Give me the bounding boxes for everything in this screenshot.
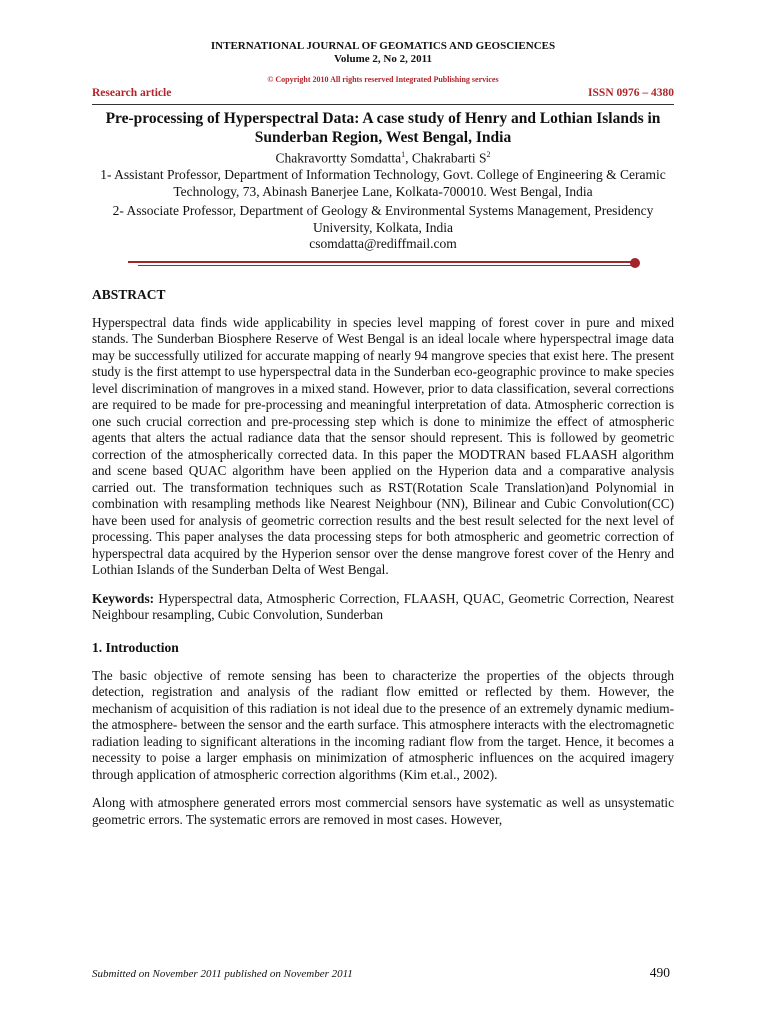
journal-volume: Volume 2, No 2, 2011 [334,53,432,65]
author-separator: , [405,150,412,166]
author-1-affiliation-mark: 1 [401,150,406,159]
author-email[interactable]: csomdatta@rediffmail.com [309,236,457,251]
abstract-text: Hyperspectral data finds wide applicability in species level mapping of forest cover in pure and mixed stands. The Sunderban Biosphere Reserve of West Bengal is an ideal locale where hyperspectral image data may be successfully utilized for accurate mapping of nearly 94 mangrove species that exist here. The present study is the first attempt to use hyperspectral data in the Sunderban eco-geographic province to make species level discrimination of mangroves in a mixed stand. However, prior to data classification, several corrections are required to be made for pre-processing and meaningful interpretation of data. Atmospheric correction is one such crucial correction and pre-processing step which is done to minimize the effect of atmospheric agents that alters the actual radiance data that the sensor should represent. This is followed by geometric correction of the atmospherically corrected data. In this paper the MODTRAN based FLAASH algorithm and scene based QUAC algorithm have been applied on the Hyperion data and a comparative analysis carried out. The transformation techniques such as RST(Rotation Scale Translation)and Polynomial in combination with resampling methods like Nearest Neighbour (NN), Bilinear and Cubic Convolution(CC) have been used for analysis of geometric correction results and the best result selected for the next level of processing. This paper analyses the data processing steps for both atmospheric and geometric correction of hyperspectral data acquired by the Hyperion sensor over the dense mangrove forest cover of the Henry and Lothian Islands of the Sunderban Delta of West Bengal. [92,314,674,577]
issn: ISSN 0976 – 4380 [588,87,674,99]
author-2-affiliation-mark: 2 [486,150,491,159]
author-2: Chakrabarti S [411,150,487,166]
page-content [92,40,674,828]
keywords-label: Keywords: [92,590,155,606]
article-meta-row [92,87,674,99]
abstract-heading: ABSTRACT [92,286,166,302]
divider-thin-line [138,265,632,266]
submission-note: Submitted on November 2011 published on November 2011 [92,968,353,980]
page-footer [92,965,670,981]
paper-title: Pre-processing of Hyperspectral Data: A case study of Henry and Lothian Islands in Sunderban Region, West Bengal, India [105,110,661,146]
divider-dot [630,258,640,268]
affiliation-1: 1- Assistant Professor, Department of Information Technology, Govt. College of Engineering & Ceramic Technology, 73, Abinash Banerjee Lane, Kolkata-700010. West Bengal, India [100,167,666,199]
introduction-paragraph-1: The basic objective of remote sensing has been to characterize the properties of the objects through detection, registration and analysis of the radiant flow emitted or reflected by them. However, the mechanism of acquisition of this radiation is not ideal due to the presence of an extremely dynamic medium-the atmosphere- between the sensor and the earth surface. This atmosphere interacts with the electromagnetic radiation leading to significant alterations in the incoming radiant flow from the target. Hence, it becomes a necessity to poise a larger emphasis on minimization of atmospheric influences on the acquired imagery through application of atmospheric correction algorithms (Kim et.al., 2002). [92,667,674,782]
journal-name: INTERNATIONAL JOURNAL OF GEOMATICS AND GEOSCIENCES [210,40,556,52]
decorative-divider [128,257,640,271]
divider-thick-line [128,261,632,263]
author-1: Chakravortty Somdatta [275,150,402,166]
copyright-notice: © Copyright 2010 All rights reserved Integrated Publishing services [267,75,499,84]
article-type: Research article [92,87,172,99]
introduction-heading: 1. Introduction [92,639,179,655]
keywords-text: Hyperspectral data, Atmospheric Correction, FLAASH, QUAC, Geometric Correction, Nearest Neighbour resampling, Cubic Convolution, Sunderban [92,590,674,622]
affiliation-2: 2- Associate Professor, Department of Geology & Environmental Systems Management, Presidency University, Kolkata, India [112,203,654,235]
header-divider [92,104,674,105]
keywords [92,591,674,624]
introduction-paragraph-2: Along with atmosphere generated errors most commercial sensors have systematic as well as unsystematic geometric errors. The systematic errors are removed in most cases. However, [92,795,674,827]
authors [92,147,674,167]
page-number: 490 [649,965,670,980]
